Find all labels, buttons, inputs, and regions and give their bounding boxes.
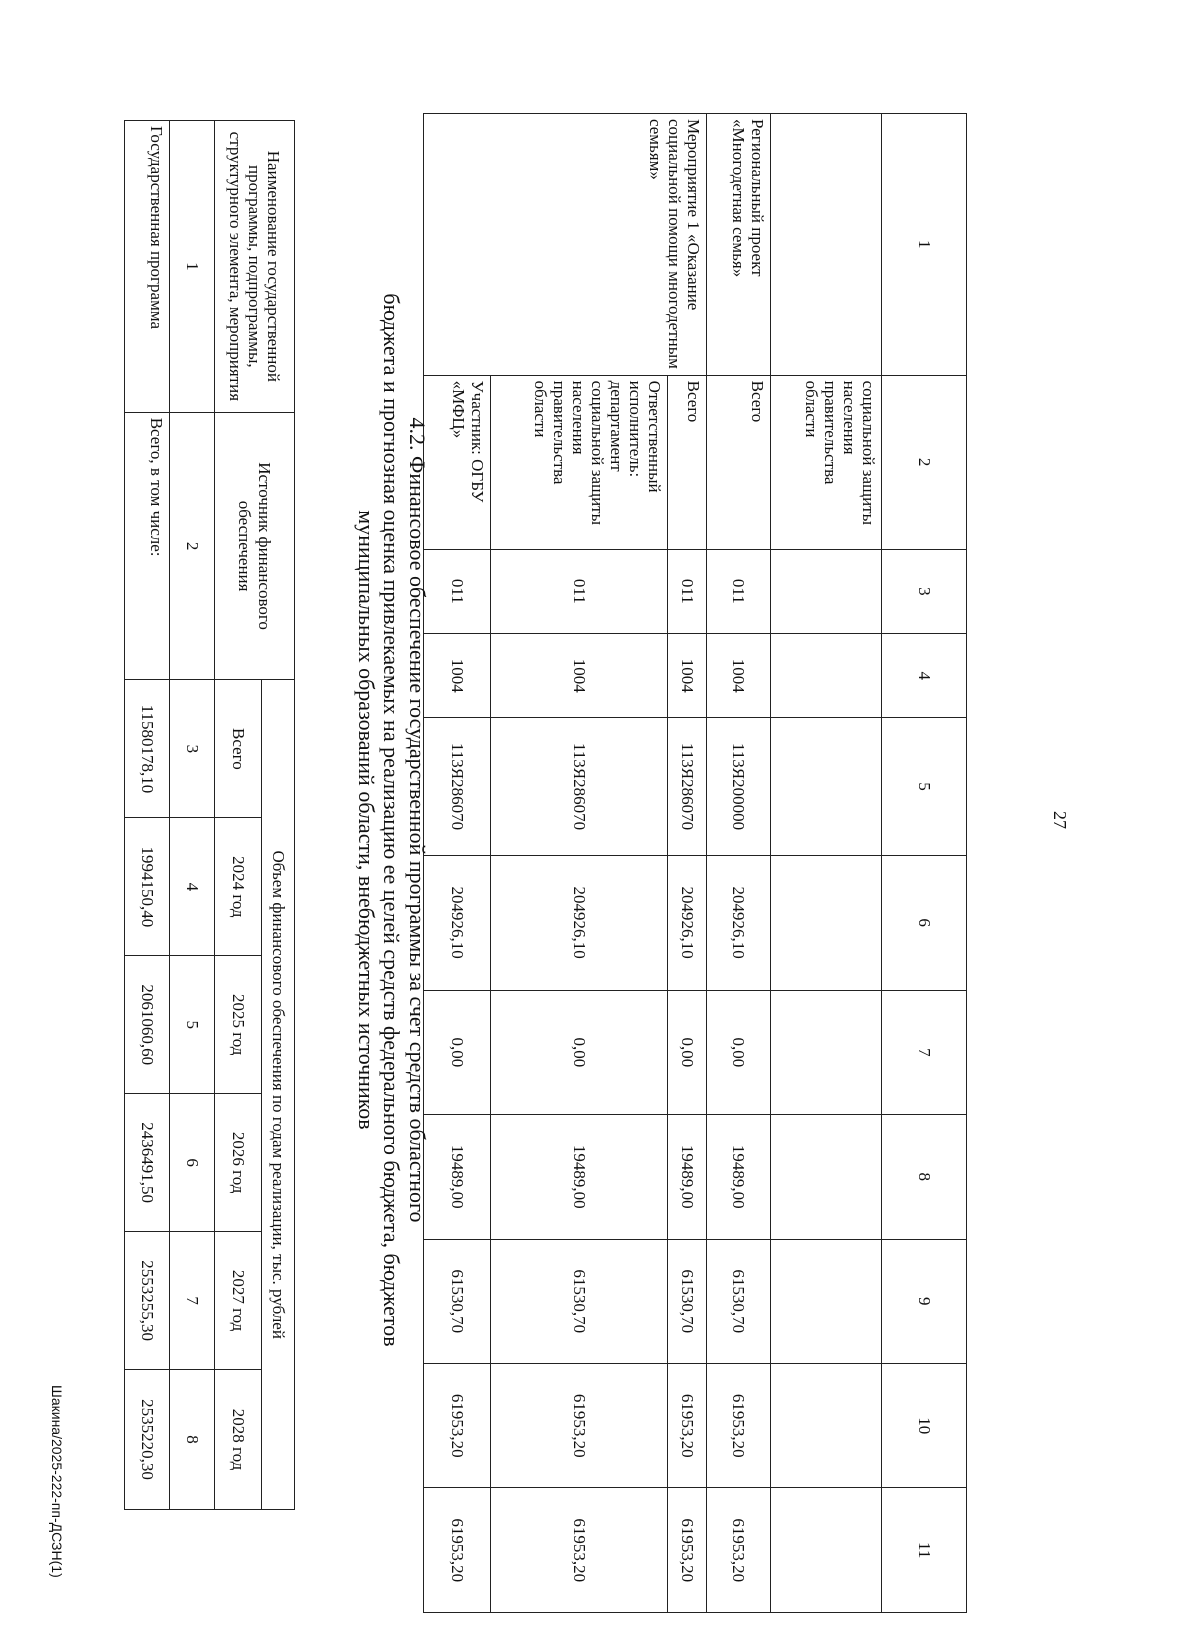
table-row <box>707 114 771 1613</box>
heading-line: муниципальных образований области, внебюджетных источников <box>353 510 379 1130</box>
col-num: 4 <box>170 818 215 956</box>
col-num: 6 <box>882 855 967 990</box>
col-num: 4 <box>882 634 967 718</box>
cell: 61530,70 <box>707 1239 771 1363</box>
cell <box>771 1363 882 1487</box>
header-source: Источник финансового обеспечения <box>215 412 295 680</box>
cell <box>771 1488 882 1613</box>
cell: 1004 <box>424 634 491 718</box>
cell: 2553255,30 <box>125 1232 170 1370</box>
row-source: Участник: ОГБУ «МФЦ» <box>424 375 491 549</box>
cell <box>771 549 882 633</box>
table-row <box>125 121 170 1510</box>
section-heading <box>353 150 430 1490</box>
header-year: 2027 год <box>215 1232 262 1370</box>
upper-table-column-numbers <box>882 114 967 1613</box>
cell: 61953,20 <box>707 1488 771 1613</box>
cell: 0,00 <box>424 990 491 1114</box>
col-num: 5 <box>882 718 967 855</box>
col-num: 11 <box>882 1488 967 1613</box>
cell: 11580178,10 <box>125 680 170 818</box>
cell: 0,00 <box>668 990 707 1114</box>
cell: 1004 <box>668 634 707 718</box>
page-number: 27 <box>1050 811 1070 829</box>
cell <box>771 855 882 990</box>
cell: 61953,20 <box>707 1363 771 1487</box>
cell: 19489,00 <box>707 1115 771 1239</box>
cell: 204926,10 <box>707 855 771 990</box>
row-source: социальной защиты населения правительства области <box>771 375 882 549</box>
row-name: Региональный проект «Многодетная семья» <box>707 114 771 376</box>
col-num: 9 <box>882 1239 967 1363</box>
funding-column-numbers <box>170 121 215 1510</box>
document-footer: Шакина/2025-222-пп-ДСЗН(1) <box>49 1385 65 1578</box>
row-name: Государственная программа <box>125 121 170 413</box>
cell: 204926,10 <box>491 855 668 990</box>
cell: 61953,20 <box>491 1363 668 1487</box>
header-volume: Объем финансового обеспечения по годам реализации, тыс. рублей <box>262 680 295 1510</box>
cell: 011 <box>491 549 668 633</box>
cell: 113Я286070 <box>668 718 707 855</box>
cell: 011 <box>707 549 771 633</box>
row-source: Ответственный исполнитель: департамент социальной защиты населения правительства области <box>491 375 668 549</box>
cell: 1004 <box>491 634 668 718</box>
cell: 19489,00 <box>668 1115 707 1239</box>
cell <box>771 1239 882 1363</box>
col-num: 7 <box>170 1232 215 1370</box>
header-year: 2028 год <box>215 1370 262 1510</box>
cell: 61530,70 <box>491 1239 668 1363</box>
funding-table <box>124 120 295 1510</box>
col-num: 2 <box>882 375 967 549</box>
row-source: Всего, в том числе: <box>125 412 170 680</box>
col-num: 8 <box>170 1370 215 1510</box>
cell: 204926,10 <box>424 855 491 990</box>
cell: 61530,70 <box>424 1239 491 1363</box>
heading-line: бюджета и прогнозная оценка привлекаемых на реализацию ее целей средств федерального бюджета, бюджетов <box>379 293 405 1347</box>
cell: 113Я200000 <box>707 718 771 855</box>
header-name: Наименование государственной программы, подпрограммы, структурного элемента, мероприятия <box>215 121 295 413</box>
col-num: 1 <box>882 114 967 376</box>
table-row <box>668 114 707 1613</box>
col-num: 5 <box>170 956 215 1094</box>
header-year: 2026 год <box>215 1094 262 1232</box>
cell: 61953,20 <box>424 1488 491 1613</box>
cell: 61530,70 <box>668 1239 707 1363</box>
table-row <box>771 114 882 1613</box>
cell: 2436491,50 <box>125 1094 170 1232</box>
heading-line: 4.2. Финансовое обеспечение государственной программы за счет средств областного <box>405 417 430 1223</box>
header-year: 2024 год <box>215 818 262 956</box>
cell: 2061060,60 <box>125 956 170 1094</box>
cell: 0,00 <box>491 990 668 1114</box>
cell <box>771 634 882 718</box>
cell: 2535220,30 <box>125 1370 170 1510</box>
header-year: 2025 год <box>215 956 262 1094</box>
cell: 61953,20 <box>424 1363 491 1487</box>
row-name: Мероприятие 1 «Оказание социальной помощи многодетным семьям» <box>424 114 707 376</box>
col-num: 10 <box>882 1363 967 1487</box>
row-source: Всего <box>668 375 707 549</box>
funding-header-row <box>262 121 295 1510</box>
col-num: 8 <box>882 1115 967 1239</box>
cell: 1004 <box>707 634 771 718</box>
cell: 61953,20 <box>668 1363 707 1487</box>
row-source: Всего <box>707 375 771 549</box>
cell: 1994150,40 <box>125 818 170 956</box>
cell: 113Я286070 <box>491 718 668 855</box>
cell: 113Я286070 <box>424 718 491 855</box>
row-name <box>771 114 882 376</box>
cell: 204926,10 <box>668 855 707 990</box>
upper-table <box>423 113 967 1613</box>
cell: 011 <box>668 549 707 633</box>
col-num: 3 <box>882 549 967 633</box>
cell: 19489,00 <box>491 1115 668 1239</box>
col-num: 1 <box>170 121 215 413</box>
cell: 61953,20 <box>491 1488 668 1613</box>
cell <box>771 990 882 1114</box>
cell: 61953,20 <box>668 1488 707 1613</box>
col-num: 7 <box>882 990 967 1114</box>
cell: 19489,00 <box>424 1115 491 1239</box>
col-num: 3 <box>170 680 215 818</box>
cell: 011 <box>424 549 491 633</box>
cell <box>771 1115 882 1239</box>
cell <box>771 718 882 855</box>
col-num: 6 <box>170 1094 215 1232</box>
header-year: Всего <box>215 680 262 818</box>
cell: 0,00 <box>707 990 771 1114</box>
col-num: 2 <box>170 412 215 680</box>
